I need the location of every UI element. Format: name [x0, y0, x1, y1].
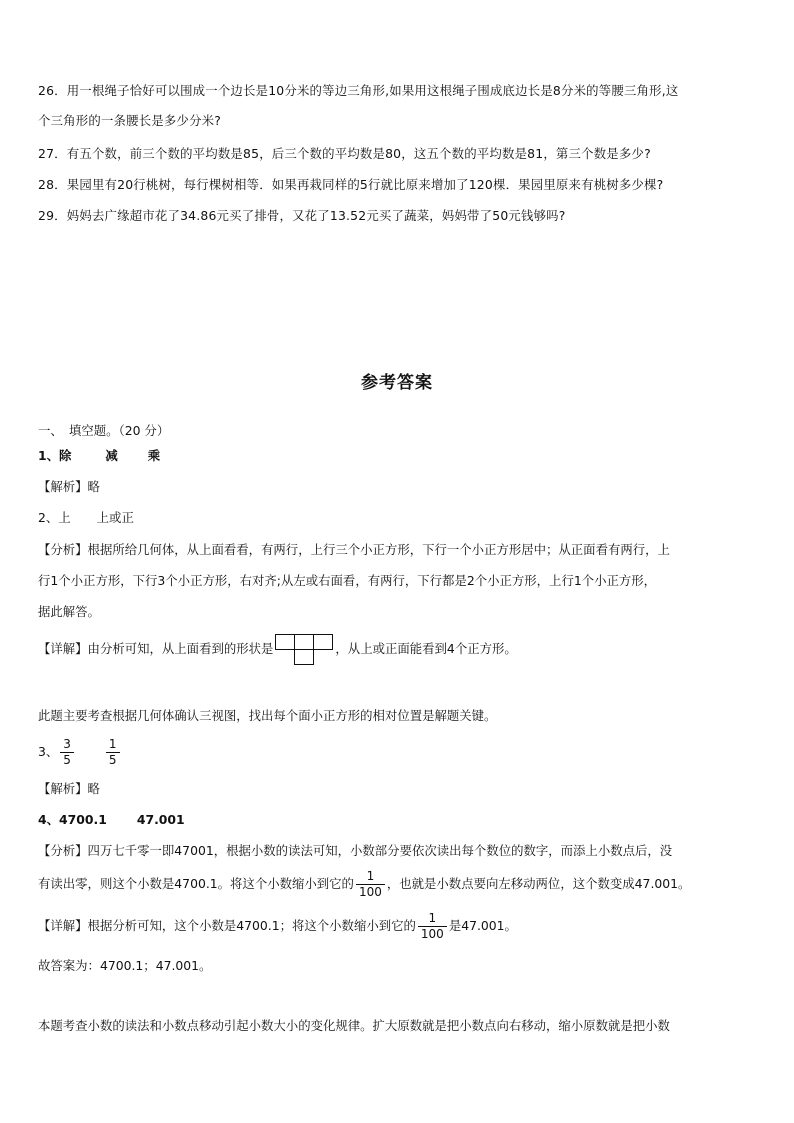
question-28: 28．果园里有20行桃树，每行棵树相等．如果再栽同样的5行就比原来增加了120棵．果园里原来有桃树多少棵?: [38, 177, 664, 192]
answer-4-detail: [38, 908, 758, 944]
answer-2-summary: 此题主要考查根据几何体确认三视图，找出每个面小正方形的相对位置是解题关键。: [38, 708, 497, 723]
answer-2-detail-lead: 【详解】由分析可知，从上面看到的形状是: [38, 641, 274, 656]
question-27: 27．有五个数，前三个数的平均数是85，后三个数的平均数是80，这五个数的平均数是81，第三个数是多少?: [38, 146, 651, 161]
question-29: 29．妈妈去广缘超市花了34.86元买了排骨，又花了13.52元买了蔬菜，妈妈带了50元钱够吗?: [38, 208, 566, 223]
answer-4-value-1: 4700.1: [59, 812, 107, 827]
question-26-line-2: 个三角形的一条腰长是多少分米?: [38, 113, 222, 128]
fraction-one-fifth: $\frac{1}{5}$: [106, 737, 120, 768]
question-26-line-1: 26．用一根绳子恰好可以围成一个边长是10分米的等边三角形,如果用这根绳子围成底边长是8分米的等腰三角形,这: [38, 83, 679, 98]
answer-4-analysis-tail: ，也就是小数点要向左移动两位，这个数变成47.001。: [386, 876, 691, 891]
answer-1-analysis: 【解析】略: [38, 479, 100, 494]
answer-4-analysis-line-2: [38, 866, 758, 902]
answer-2-detail: [38, 633, 758, 666]
fraction-three-fifths: $\frac{3}{5}$: [60, 737, 74, 768]
answer-3: [38, 734, 758, 770]
answer-4-conclusion: 故答案为：4700.1；47.001。: [38, 958, 212, 973]
answer-1-value-3: 乘: [147, 448, 161, 463]
answer-2-analysis-line-1: 【分析】根据所给几何体，从上面看看，有两行，上行三个小正方形，下行一个小正方形居中；从正面看有两行，上: [38, 542, 670, 557]
answer-2-number: 2、: [38, 510, 59, 525]
answer-3-analysis: 【解析】略: [38, 781, 100, 796]
answer-3-number: 3、: [38, 744, 59, 759]
answer-2: [38, 509, 758, 527]
answer-2-analysis-line-3: 据此解答。: [38, 604, 100, 619]
answer-1-value-1: 除: [59, 448, 72, 463]
top-view-shape-icon: [275, 634, 333, 666]
answer-4-number: 4、: [38, 812, 60, 827]
answer-2-detail-tail: ，从上或正面能看到4个正方形。: [335, 641, 517, 656]
answer-1-number: 1、: [38, 448, 60, 463]
answer-2-analysis-line-2: 行1个小正方形，下行3个小正方形，右对齐;从左或右面看，有两行，下行都是2个小正方形，上行1个小正方形，: [38, 573, 657, 588]
fraction-one-hundredth-detail: $\frac{1}{100}$: [418, 911, 447, 942]
fraction-one-hundredth: $\frac{1}{100}$: [356, 869, 385, 900]
answer-4-analysis-lead: 有读出零，则这个小数是4700.1。将这个小数缩小到它的: [38, 876, 354, 891]
answer-2-value-1: 上: [58, 510, 71, 525]
answer-title: 参考答案: [361, 373, 433, 393]
answer-4: [38, 811, 758, 829]
answer-4-detail-lead: 【详解】根据分析可知，这个小数是4700.1；将这个小数缩小到它的: [38, 918, 416, 933]
answer-2-value-2: 上或正: [96, 510, 134, 525]
answer-1: [38, 447, 758, 465]
answer-4-summary: 本题考查小数的读法和小数点移动引起小数大小的变化规律。扩大原数就是把小数点向右移动，缩小原数就是把小数: [38, 1018, 670, 1033]
answer-4-detail-tail: 是47.001。: [448, 918, 517, 933]
section-heading: 一、 填空题。（20 分）: [38, 423, 170, 438]
answer-4-analysis-line-1: 【分析】四万七千零一即47001，根据小数的读法可知，小数部分要依次读出每个数位的数字，而添上小数点后，没: [38, 843, 673, 858]
answer-1-value-2: 减: [105, 448, 118, 463]
answer-4-value-2: 47.001: [136, 812, 185, 827]
